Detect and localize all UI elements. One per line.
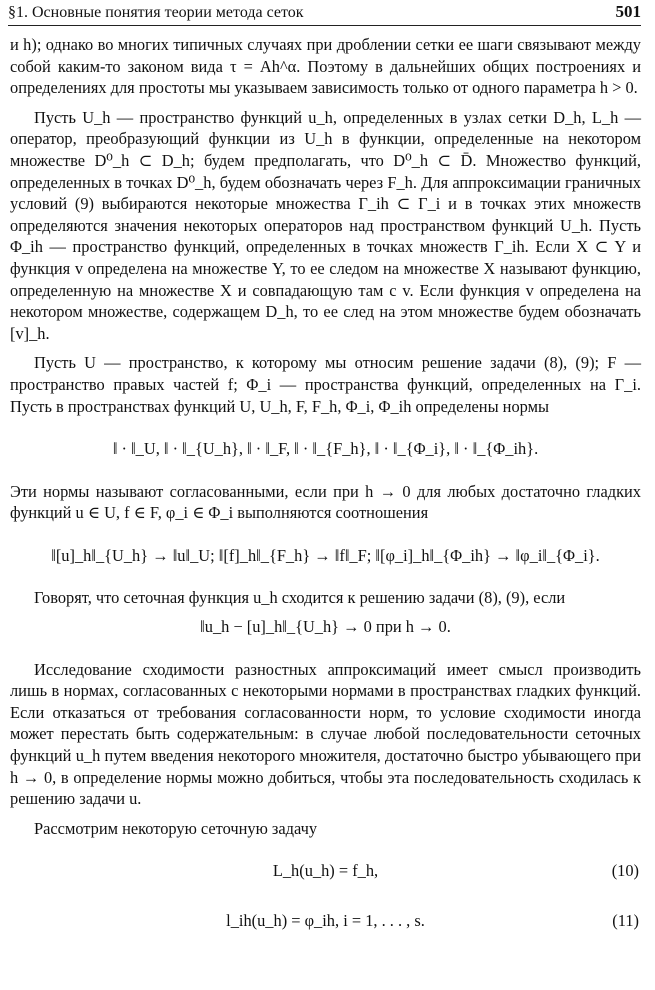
paragraph-6: Исследование сходимости разностных аппроксимаций имеет смысл производить лишь в нормах, согласованных с некоторыми нормами в пространствах гладких функций. Если отказаться от требования согласованности норм, то условие сходимости иногда может перестать быть содержательным: в случае любой последовательности сеточных функций u_h путем введения некоторого множителя, достаточно быстро убывающего при h → 0, в определение нормы можно добиться, чтобы эта последовательность сходилась к решению задачи u. <box>10 659 641 809</box>
section-title: §1. Основные понятия теории метода сеток <box>8 4 304 21</box>
equation-10-body: L_h(u_h) = f_h, <box>272 861 379 881</box>
page-number: 501 <box>615 2 641 21</box>
paragraph-4: Эти нормы называют согласованными, если при h → 0 для любых достаточно гладких функций u ∈ U, f ∈ F, φ_i ∈ Φ_i выполняются соотношения <box>10 481 641 523</box>
paragraph-5: Говорят, что сеточная функция u_h сходится к решению задачи (8), (9), если <box>34 588 566 608</box>
formula-consistency: ‖[u]_h‖_{U_h} → ‖u‖_U; ‖[f]_h‖_{F_h} → ‖f‖_F; ‖[φ_i]_h‖_{Φ_ih} → ‖φ_i‖_{Φ_i}. <box>51 545 600 565</box>
equation-11-number: (11) <box>612 911 639 930</box>
page-body <box>10 34 641 939</box>
formula-norms: ‖ · ‖_U, ‖ · ‖_{U_h}, ‖ · ‖_F, ‖ · ‖_{F_h}, ‖ · ‖_{Φ_i}, ‖ · ‖_{Φ_ih}. <box>112 439 539 459</box>
running-header <box>8 0 641 26</box>
equation-10 <box>10 860 641 882</box>
formula-convergence: ‖u_h − [u]_h‖_{U_h} → 0 при h → 0. <box>200 617 451 637</box>
equation-11-body: l_ih(u_h) = φ_ih, i = 1, . . . , s. <box>226 911 425 930</box>
paragraph-3: Пусть U — пространство, к которому мы относим решение задачи (8), (9); F — пространство правых частей f; Φ_i — пространства функций, определенных на Γ_i. Пусть в пространствах функций U, U_h, F, F_h, Φ_i, Φ_ih определены нормы <box>10 353 641 416</box>
paragraph-1: и h); однако во многих типичных случаях при дроблении сетки ее шаги связывают между собой каким-то законом вида τ = Ah^α. Поэтому в дальнейших общих построениях и определениях для простоты мы указываем зависимость только от одного параметра h > 0. <box>10 35 641 98</box>
paragraph-7: Рассмотрим некоторую сеточную задачу <box>34 818 318 838</box>
equation-10-number: (10) <box>611 861 639 881</box>
equation-11 <box>10 910 641 932</box>
paragraph-2: Пусть U_h — пространство функций u_h, определенных в узлах сетки D_h, L_h — оператор, преобразующий функции из U_h в функции, определенные на некотором множестве D⁰_h ⊂ D_h; будем предполагать, что D⁰_h ⊂ D̄. Множество функций, определенных в точках D⁰_h, будем обозначать через F_h. Для аппроксимации граничных условий (9) выбираются некоторые множества Γ_ih ⊂ Γ_i и в точках этих множеств определяются значения некоторых операторов над пространством функций U_h. Пусть Φ_ih — пространство функций, определенных в точках множеств Γ_ih. Если X ⊂ Y и функция v определена на множестве Y, то ее следом на множестве X называют функцию, определенную на множестве X и совпадающую там с v. Если функция v определена на некотором множестве, содержащем D_h, то ее след на этом множестве будем обозначать [v]_h. <box>10 107 641 343</box>
